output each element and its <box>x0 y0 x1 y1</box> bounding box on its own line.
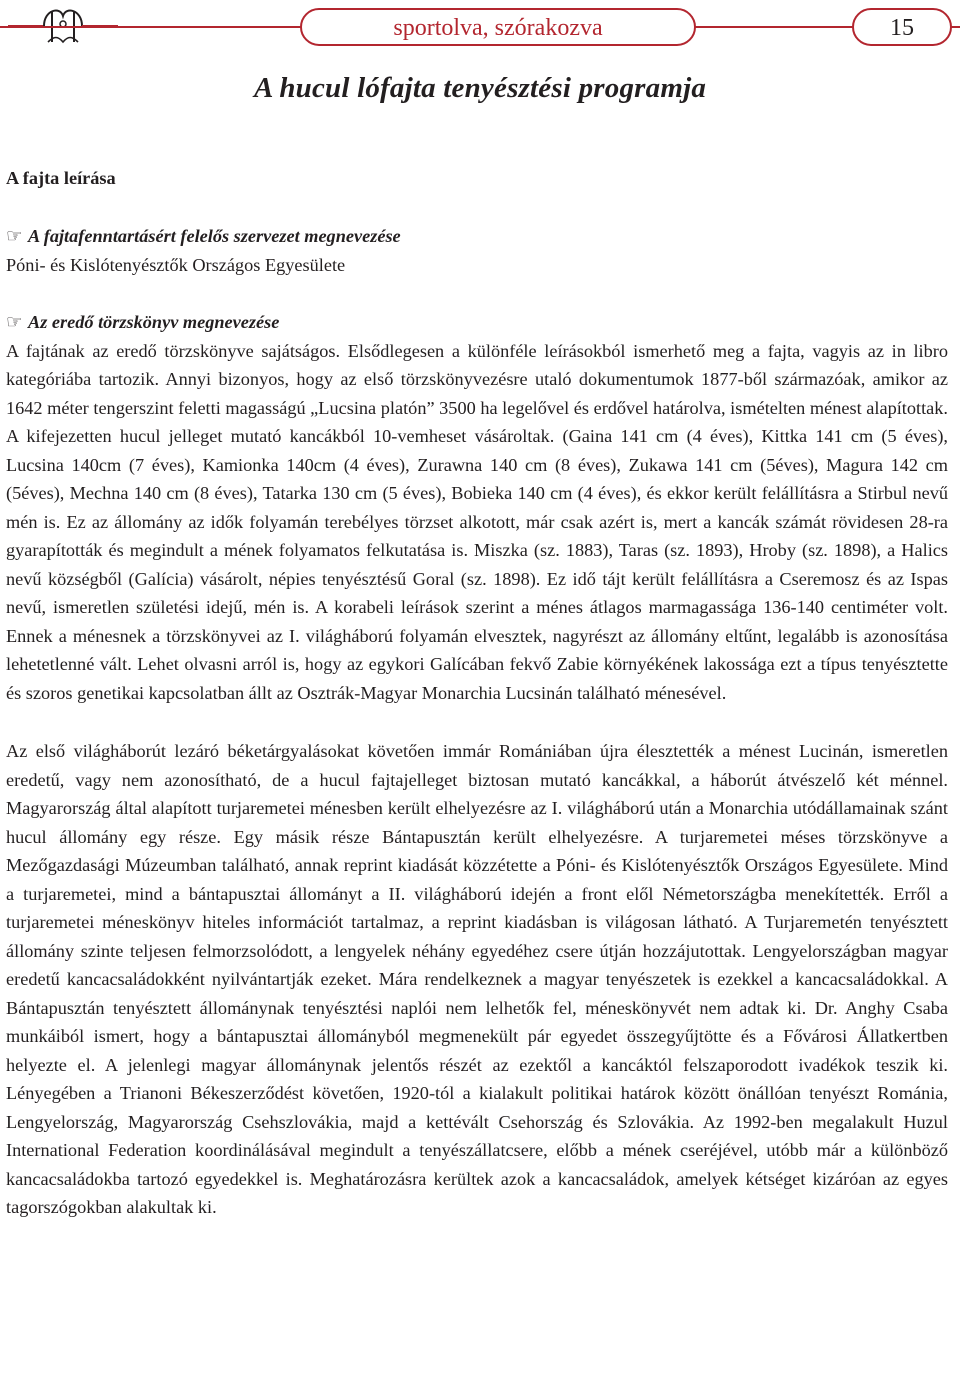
breed-heading: A fajta leírása <box>6 168 116 188</box>
org-name: Póni- és Kislótenyésztők Országos Egyesülete <box>6 254 346 275</box>
studbook-heading: Az eredő törzskönyv megnevezése <box>28 312 280 332</box>
page-title: A hucul lófajta tenyésztési programja <box>253 72 707 104</box>
org-heading: A fajtafenntartásért felelős szervezet megnevezése <box>28 226 401 246</box>
studbook-heading-line <box>6 308 948 337</box>
breed-section <box>6 164 948 193</box>
section-label: sportolva, szórakozva <box>393 15 603 41</box>
org-section <box>6 222 948 279</box>
page-number: 15 <box>890 15 914 41</box>
pointing-hand-icon: ☞ <box>6 312 23 332</box>
page-header <box>0 0 960 56</box>
page-number-tab <box>852 8 952 46</box>
pointing-hand-icon: ☞ <box>6 226 23 246</box>
studbook-paragraph-2: Az első világháborút lezáró béketárgyalásokat követően immár Romániában újra élesztették a ménest Lucinán, ismeretlen eredetű, vagy nem azonosítható, de a hucul fajtajelleget biztosan mutató kancákkal, a háborút átvészelő két ménnel. Magyarország által alapított turjaremetei ménesben került elhelyezésre az I. világháború után a Monarchia utódállamainak szánt hucul állomány egy része. Egy másik része Bántapusztán került elhelyezésre. A turjaremetei méses törzskönyve a Mezőgazdasági Múzeumban található, annak reprint kiadását közzétette a Póni- és Kislótenyésztők Országos Egyesülete. Mind a turjaremetei, mind a bántapusztai állományt a II. világháború idején a front elől Németországba menekítették. Erről a turjaremetei méneskönyv hiteles információt tartalmaz, a reprint kiadásban is világosan látható. A Turjaremetén tenyésztett állomány szinte teljesen felmorzsolódott, a lengyelek néhány egyedéhez csere útján hozzájutottak. Lengyelországban magyar eredetű kancacsaládokként nyilvántartják ezeket. Mára rendelkeznek a magyar tenyészetek is ezekkel a kancacsaládokkal. A Bántapusztán tenyésztett állománynak tenyésztési naplói nem lelhetők fel, méneskönyvét nem adtak ki. Dr. Anghy Csaba munkáiból ismert, hogy a bántapusztai állományból megmenekült pár egyedet összegyűjtötte és a Fővárosi Állatkertben helyezte el. A jelenlegi magyar állománynak jelentős részét az ezektől a kancáktól felszaporodott ivadékok teszik ki. Lényegében a Trianoni Békeszerződést követően, 1920-tól a kialakult politikai határok között önállóan tenyészt Románia, Lengyelország, Magyarország Csehszlovákia, majd a kettévált Csehország és Szlovákia. Az 1992-ben megalakult Huzul International Federation koordinálásával megindult a tenyészállatcsere, előbb a mének cseréjével, utóbb már a különböző kancacsaládokba tartozó egyedekkel is. Meghatározásra kerültek azok a kancacsaládok, amelyek kétséget kizáróan az egyes tagorszógokban alakultak ki. <box>6 741 948 1217</box>
section-label-tab <box>300 8 696 46</box>
org-heading-line <box>6 222 948 251</box>
horseshoe-flourish-icon <box>8 2 118 46</box>
studbook-paragraph-1: A fajtának az eredő törzskönyve sajátságos. Elsődlegesen a különféle leírásokból ismerhető meg a fajta, vagyis az in libro kategóriába tartozik. Annyi bizonyos, hogy az első törzskönyvezésre utaló dokumentumok 1877-ből származóak, amikor az 1642 méter tengerszint feletti magasságú „Lucsina platón” 3500 ha legelővel és erdővel határolva, ismételten ménest alapítottak. A kifejezetten hucul jelleget mutató kancákból 10-vemheset vásároltak. (Gaina 141 cm (4 éves), Kittka 141 cm (5 éves), Lucsina 140cm (7 éves), Kamionka 140cm (4 éves), Zurawna 140 cm (8 éves), Zukawa 141 cm (5éves), Magura 142 cm (5éves), Mechna 140 cm (8 éves), Tatarka 130 cm (5 éves), Bobieka 140 cm (4 éves), és ekkor került felállításra a Stirbul nevű mén is. Ez az állomány az idők folyamán terebélyes törzset alkotott, már csak azért is, mert a kancák számát rövidesen 28-ra gyarapították és megindult a mének folyamatos felkutatása is. Miszka (sz. 1883), Taras (sz. 1893), Hroby (sz. 1898), a Halics nevű községből (Galícia) vásárolt, népies tenyésztésű Goral (sz. 1898). Ez idő tájt került felállításra a Cseremosz és az Ispas nevű, ismeretlen születési idejű, mén is. A korabeli leírások szerint a ménes átlagos marmagassága 136-140 centiméter volt. Ennek a ménesnek a törzskönyvei az I. világháború folyamán elvesztek, nagyrészt az állomány eltűnt, legalább is azonosítása lehetetlenné vált. Lehet olvasni arról is, hogy az egykori Galícában fekvő Zabie környékének lakossága ezt a típus tenyésztette és szoros genetikai kapcsolatban állt az Osztrák-Magyar Monarchia Lucsinán található ménesével. <box>6 340 948 703</box>
studbook-section <box>6 308 948 1222</box>
